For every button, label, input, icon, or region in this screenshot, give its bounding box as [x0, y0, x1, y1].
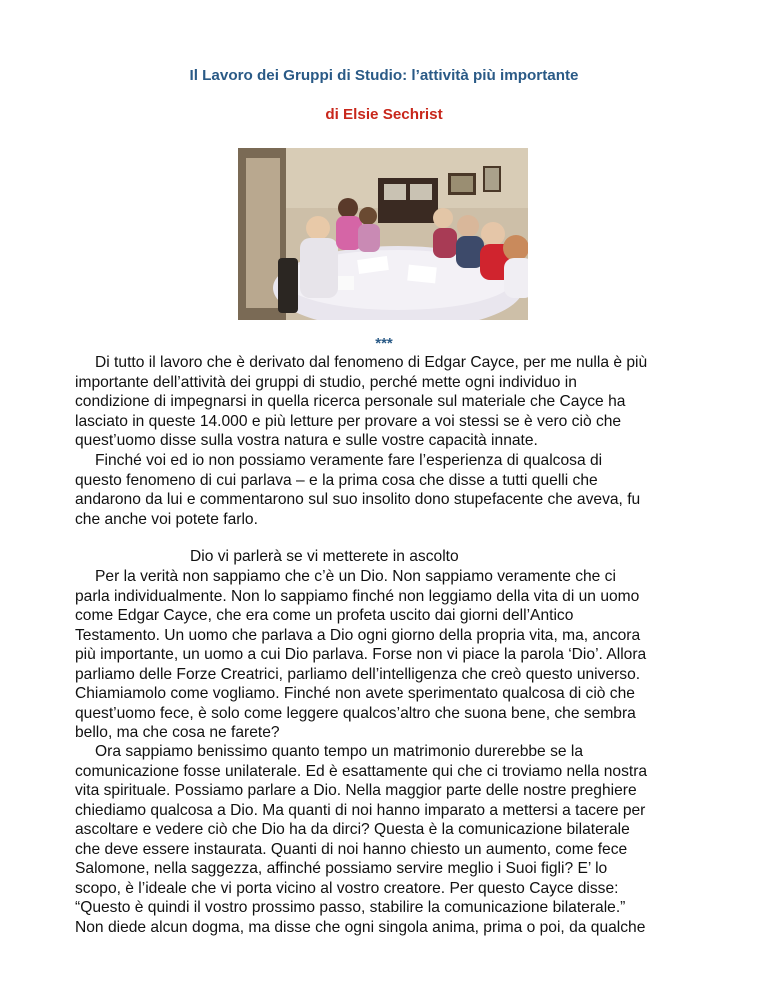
paragraph-1: Di tutto il lavoro che è derivato dal fenomeno di Edgar Cayce, per me nulla è più importante dell’attività dei gruppi di studio, perché mette ogni individuo in condizione di impegnarsi in quella ricerca personale sul materiale che Cayce ha lasciato in queste 14.000 e più letture per provare a voi stessi se è vero ciò che quest’uomo disse sulla vostra natura e sulle vostre capacità innate.: [75, 354, 648, 449]
section-subheading: Dio vi parlerà se vi metterete in ascolto: [190, 548, 459, 565]
paragraph-4: Ora sappiamo benissimo quanto tempo un matrimonio durerebbe se la comunicazione fosse unilaterale. Ed è esattamente qui che ci troviamo nella nostra vita spirituale. Possiamo parlare a Dio. Nella maggior parte delle nostre preghiere chiediamo qualcosa a Dio. Ma quanti di noi hanno imparato a mettersi a tacere per ascoltare e vedere ciò che Dio ha da dirci? Questa è la comunicazione bilaterale che deve essere instaurata. Quanti di noi hanno chiesto un aumento, come fece Salomone, nella saggezza, affinché possiamo servire meglio i Suoi figli? E’ lo scopo, è l’ideale che vi porta vicino al vostro creatore. Per questo Cayce disse: “Questo è quindi il vostro prossimo passo, stabilire la comunicazione bilaterale.” Non diede alcun dogma, ma disse che ogni singola anima, prima o poi, da qualche: [75, 743, 648, 936]
document-author: di Elsie Sechrist: [325, 106, 443, 123]
paragraph-3: Per la verità non sappiamo che c’è un Dio. Non sappiamo veramente che ci parla individualmente. Non lo sappiamo finché non leggiamo della vita di un uomo come Edgar Cayce, che era come un profeta uscito dai giorni dell’Antico Testamento. Un uomo che parlava a Dio ogni giorno della propria vita, ma, ancora più importante, un uomo a cui Dio parlava. Forse non vi piace la parola ‘Dio’. Allora parliamo delle Forze Creatrici, parliamo dell’intelligenza che creò questo universo. Chiamiamolo come vogliamo. Finché non avete sperimentato qualcosa di ciò che quest’uomo fece, è solo come leggere qualcos’altro che suona bene, che sembra bello, ma che cosa ne farete?: [75, 568, 647, 741]
document-title: Il Lavoro dei Gruppi di Studio: l’attività più importante: [189, 67, 579, 84]
paragraph-2: Finché voi ed io non possiamo veramente fare l’esperienza di qualcosa di questo fenomeno di cui parlava – e la prima cosa che disse a tutti quelli che andarono da lui e commentarono sul suo insolito dono stupefacente che aveva, fu che anche voi potete farlo.: [75, 452, 641, 528]
section-separator: ***: [375, 335, 393, 352]
study-group-photo: [238, 148, 528, 320]
